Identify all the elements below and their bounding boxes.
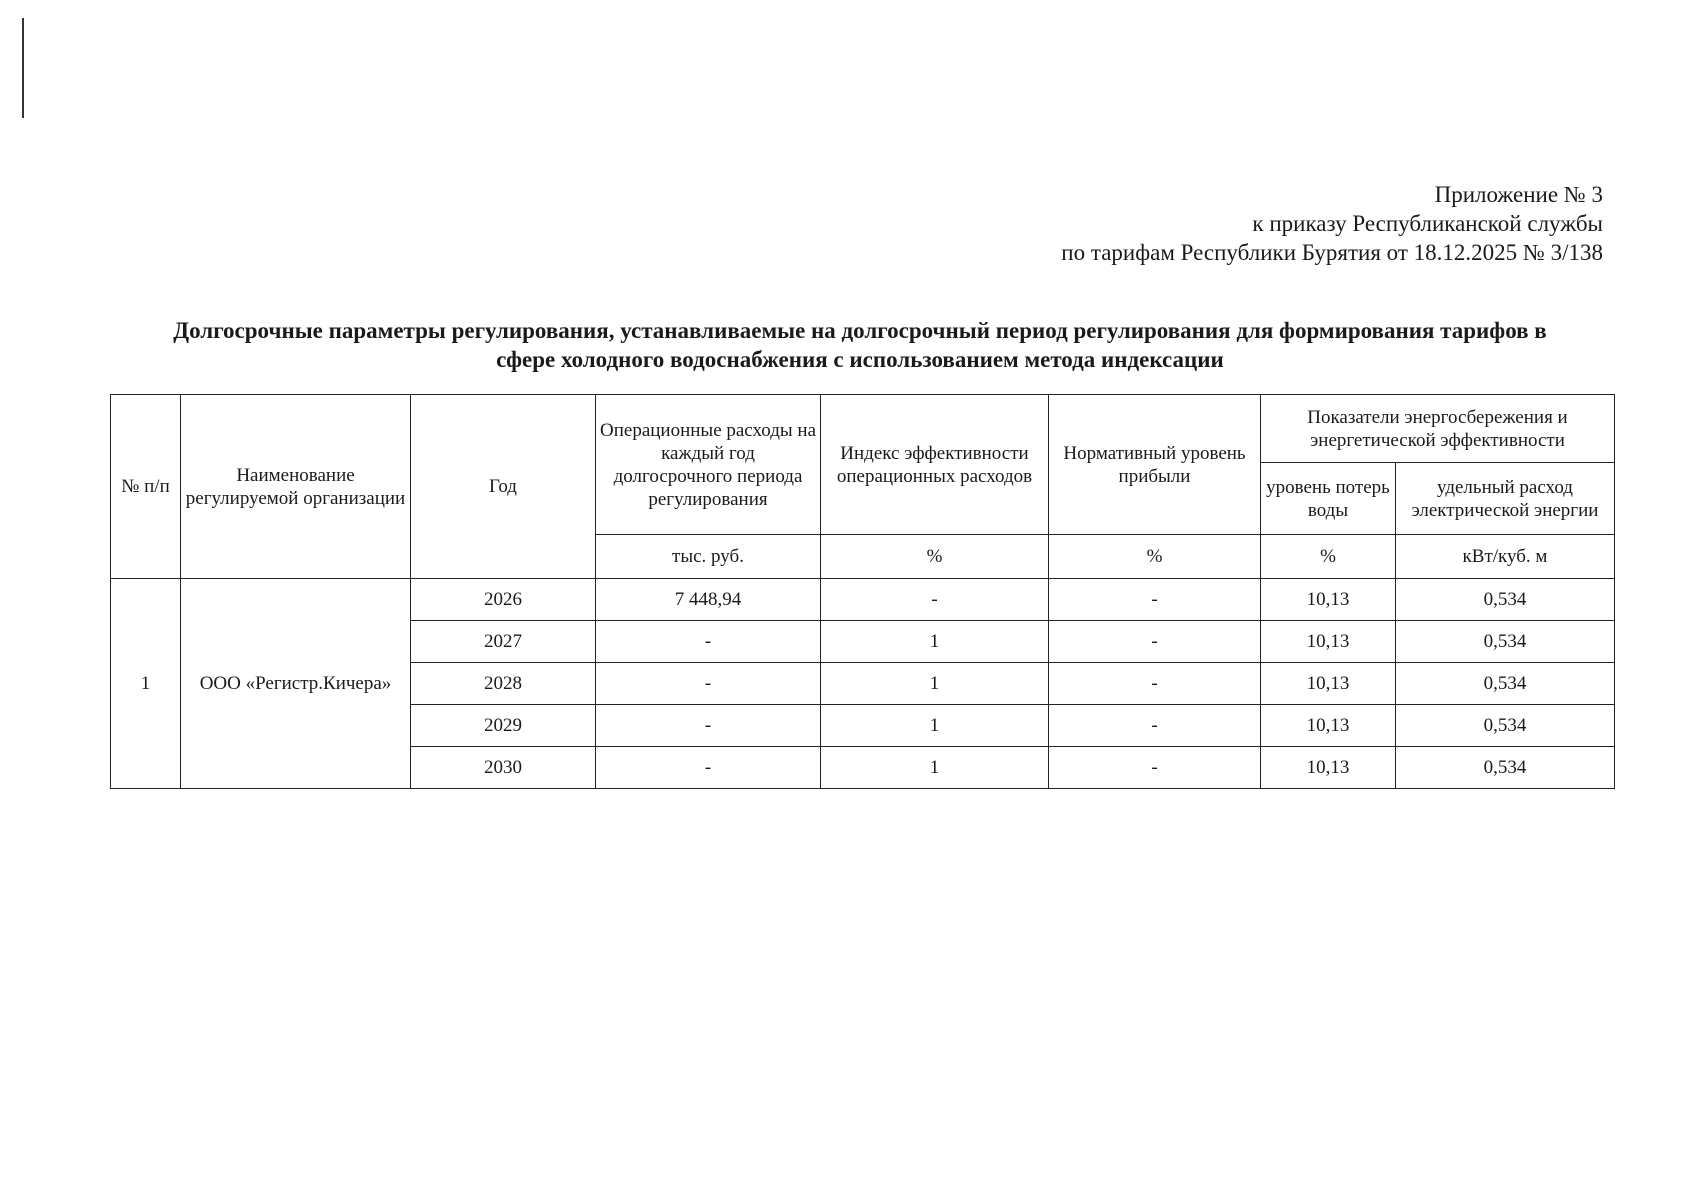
index-cell: - — [821, 579, 1049, 621]
index-cell: 1 — [821, 747, 1049, 789]
index-cell: 1 — [821, 663, 1049, 705]
unit-water-losses: % — [1261, 535, 1396, 579]
losses-cell: 10,13 — [1261, 747, 1396, 789]
scan-margin-mark — [22, 18, 24, 118]
unit-power-consumption: кВт/куб. м — [1396, 535, 1615, 579]
appendix-line-2: к приказу Республиканской службы — [1252, 211, 1603, 236]
header-profit-level: Нормативный уровень прибыли — [1049, 395, 1261, 535]
power-cell: 0,534 — [1396, 705, 1615, 747]
opex-cell: - — [596, 621, 821, 663]
power-cell: 0,534 — [1396, 747, 1615, 789]
profit-cell: - — [1049, 579, 1261, 621]
profit-cell: - — [1049, 705, 1261, 747]
org-number-cell: 1 — [111, 579, 181, 789]
power-cell: 0,534 — [1396, 579, 1615, 621]
appendix-line-3: по тарифам Республики Бурятия от 18.12.2025 № 3/138 — [1061, 240, 1603, 265]
unit-operating-expenses: тыс. руб. — [596, 535, 821, 579]
unit-efficiency-index: % — [821, 535, 1049, 579]
losses-cell: 10,13 — [1261, 621, 1396, 663]
header-efficiency-index: Индекс эффективности операционных расходов — [821, 395, 1049, 535]
opex-cell: 7 448,94 — [596, 579, 821, 621]
opex-cell: - — [596, 663, 821, 705]
header-number: № п/п — [111, 395, 181, 579]
header-organization: Наименование регулируемой организации — [181, 395, 411, 579]
document-title-line-2: сфере холодного водоснабжения с использованием метода индексации — [496, 347, 1224, 372]
document-title-line-1: Долгосрочные параметры регулирования, устанавливаемые на долгосрочный период регулирования для формирования тарифов в — [173, 318, 1547, 343]
header-year: Год — [411, 395, 596, 579]
year-cell: 2030 — [411, 747, 596, 789]
org-name-cell: ООО «Регистр.Кичера» — [181, 579, 411, 789]
header-water-losses: уровень потерь воды — [1261, 463, 1396, 535]
losses-cell: 10,13 — [1261, 579, 1396, 621]
power-cell: 0,534 — [1396, 621, 1615, 663]
document-title — [120, 316, 1600, 374]
year-cell: 2028 — [411, 663, 596, 705]
header-operating-expenses: Операционные расходы на каждый год долгосрочного периода регулирования — [596, 395, 821, 535]
profit-cell: - — [1049, 747, 1261, 789]
year-cell: 2027 — [411, 621, 596, 663]
index-cell: 1 — [821, 621, 1049, 663]
unit-profit-level: % — [1049, 535, 1261, 579]
index-cell: 1 — [821, 705, 1049, 747]
year-cell: 2026 — [411, 579, 596, 621]
year-cell: 2029 — [411, 705, 596, 747]
header-power-consumption: удельный расход электрической энергии — [1396, 463, 1615, 535]
header-energy-indicators: Показатели энергосбережения и энергетической эффективности — [1261, 395, 1615, 463]
appendix-reference — [1061, 180, 1603, 267]
opex-cell: - — [596, 747, 821, 789]
profit-cell: - — [1049, 621, 1261, 663]
losses-cell: 10,13 — [1261, 663, 1396, 705]
regulation-parameters-table — [110, 394, 1615, 789]
table-row — [111, 579, 1615, 621]
power-cell: 0,534 — [1396, 663, 1615, 705]
profit-cell: - — [1049, 663, 1261, 705]
opex-cell: - — [596, 705, 821, 747]
losses-cell: 10,13 — [1261, 705, 1396, 747]
appendix-line-1: Приложение № 3 — [1434, 182, 1603, 207]
